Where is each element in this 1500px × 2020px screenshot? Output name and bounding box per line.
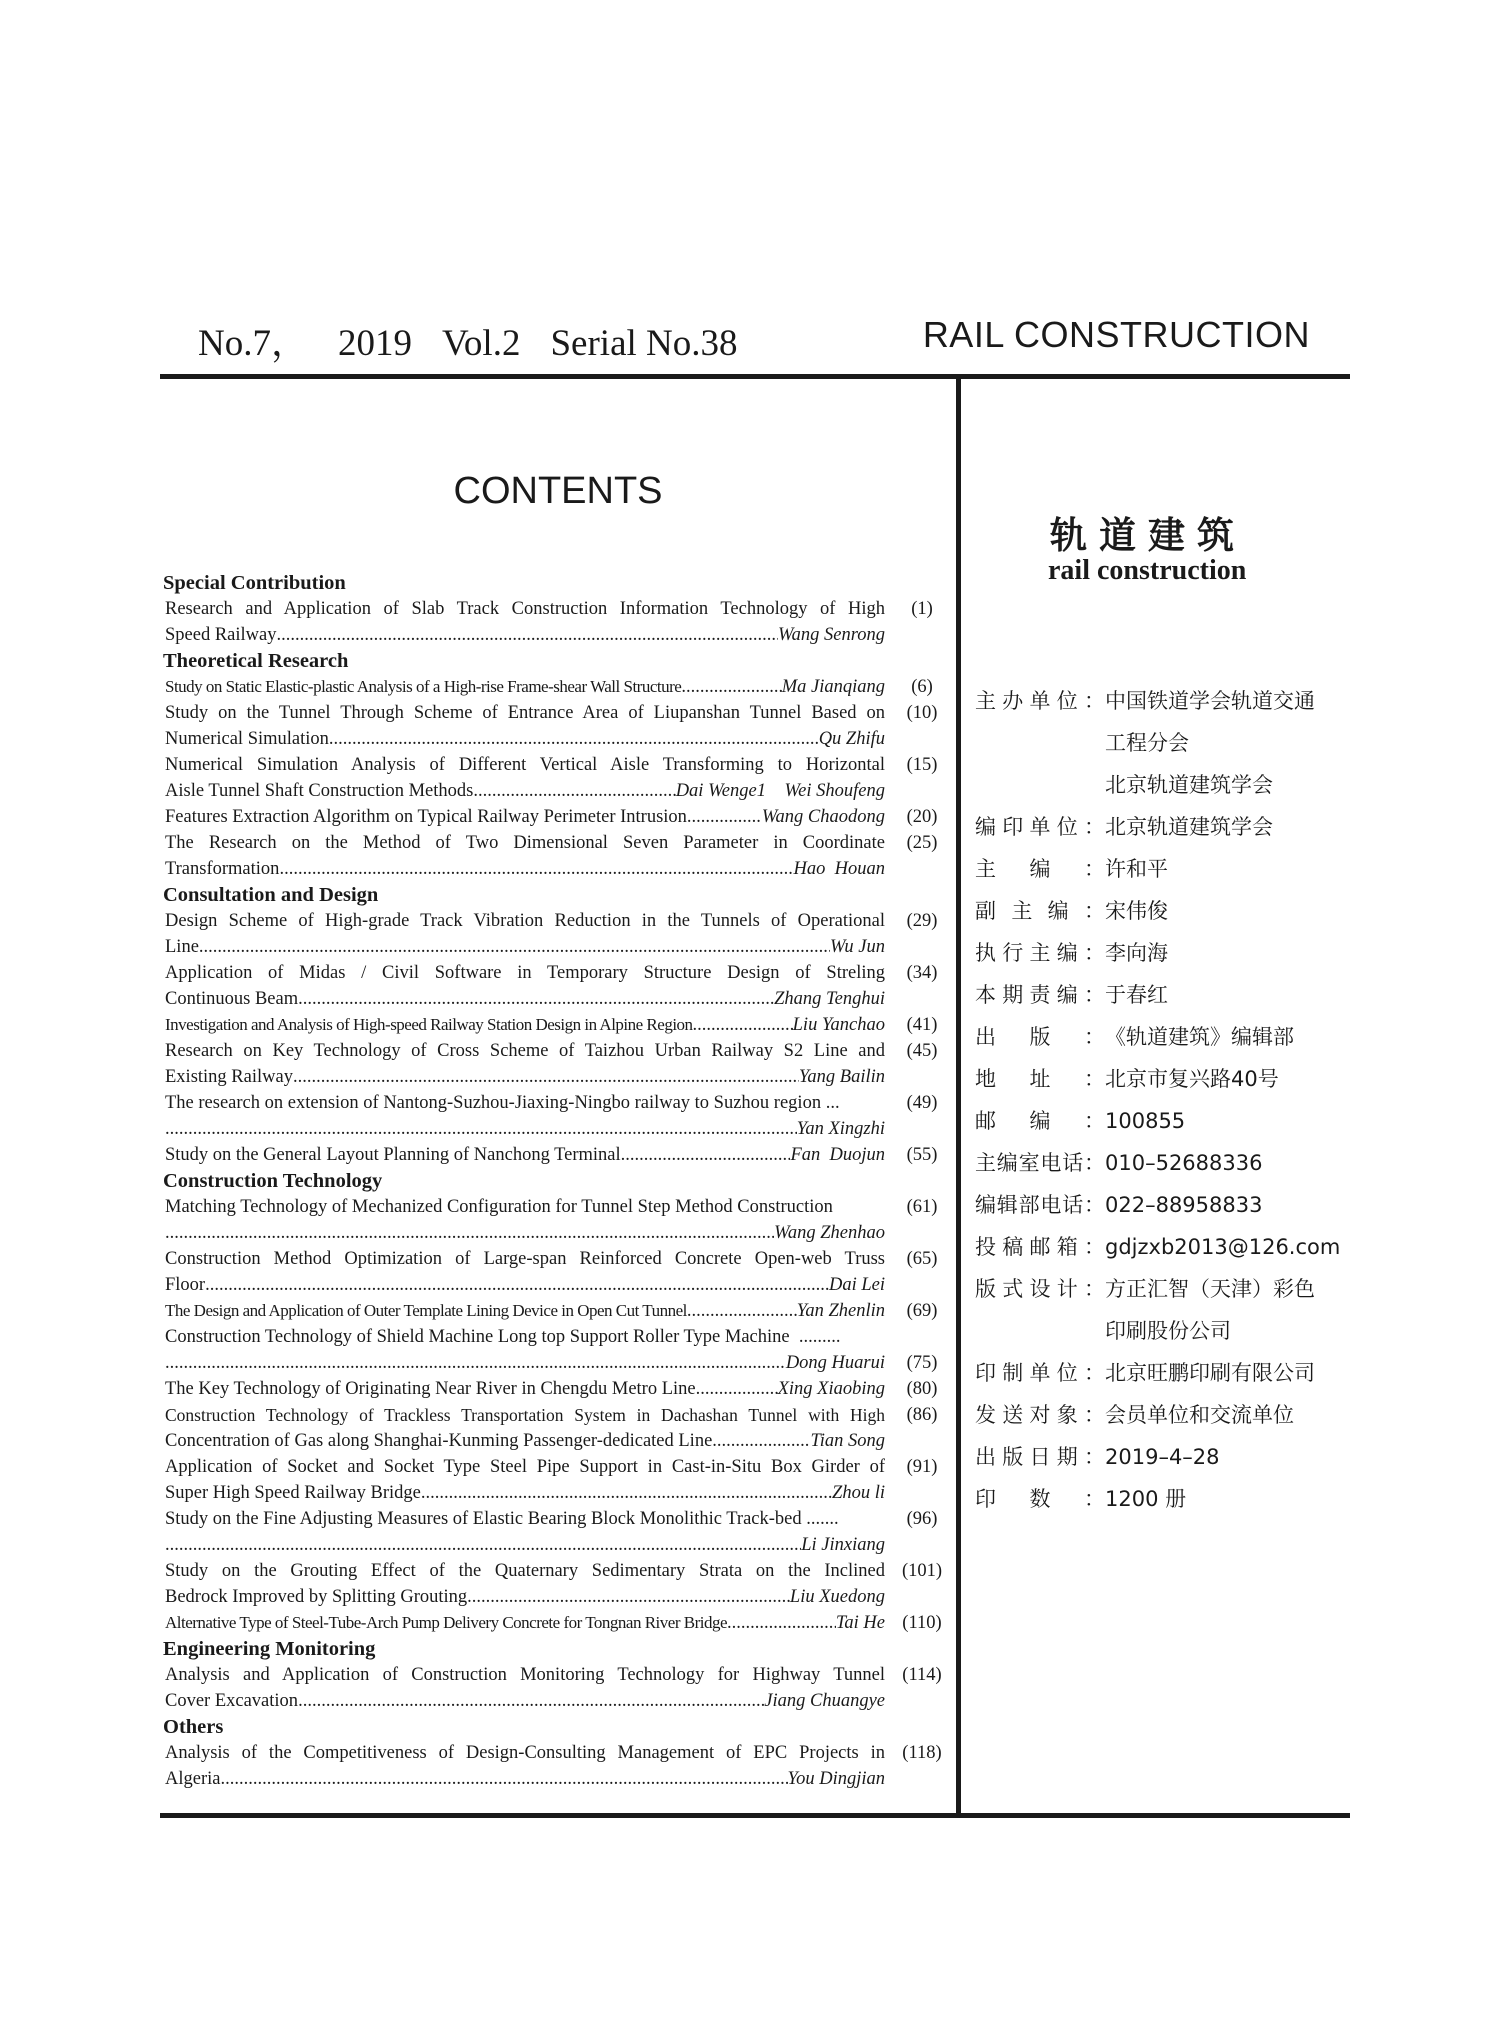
info-row-printer [975,1352,1345,1394]
toc-entry[interactable] [165,1324,938,1376]
info-value: 工程分会 [1105,731,1189,755]
entry-author: Li Jinxiang [801,1535,885,1555]
entry-title: The Key Technology of Originating Near River in Chengdu Metro Line [165,1379,696,1399]
entry-title: Investigation and Analysis of High-speed Railway Station Design in Alpine Region [165,1015,693,1034]
info-row-copies [975,1478,1345,1520]
entry-author: Yan Xingzhi [796,1119,885,1139]
entry-title: Construction Technology of Trackless Transportation System in Dachashan Tunnel with High [165,1405,885,1425]
entry-title: Numerical Simulation Analysis of Different Vertical Aisle Transforming to Horizontal [165,755,885,775]
info-label: 本 期 责 编 ： [975,983,1105,1007]
entry-title-cont: Bedrock Improved by Splitting Grouting [165,1587,468,1607]
info-value: 方正汇智（天津）彩色 [1105,1277,1315,1301]
toc-entry[interactable] [165,908,938,960]
entry-page: (41) [906,1015,938,1035]
info-row-compiler [975,806,1345,848]
info-row-chief-office-tel [975,1142,1345,1184]
entry-page: (34) [906,963,938,983]
entry-page: (86) [906,1405,938,1425]
section-title: Others [163,1716,224,1738]
issue-number: No.7， [198,323,308,364]
entry-title: The Research on the Method of Two Dimensional Seven Parameter in Coordinate [165,833,885,853]
info-label: 执 行 主 编 ： [975,941,1105,965]
entry-author: Hao Houan [793,859,885,879]
issue-year: 2019 [337,323,412,364]
colophon [975,680,1345,1520]
info-label: 地 址 ： [975,1067,1105,1091]
entry-page: (118) [902,1743,942,1763]
entry-author: Yang Bailin [798,1067,885,1087]
toc-entry[interactable] [165,752,938,804]
entry-page: (45) [906,1041,938,1061]
toc-entry[interactable] [165,1012,938,1038]
info-label: 副 主 编 ： [975,899,1105,923]
info-value: 北京市复兴路40号 [1105,1067,1279,1091]
entry-title: Analysis and Application of Construction Monitoring Technology for Highway Tunnel [165,1665,885,1685]
entry-title-cont: Algeria [165,1769,221,1789]
entry-page: (91) [906,1457,938,1477]
entry-title-cont: Continuous Beam [165,989,299,1009]
info-label: 印 数 ： [975,1487,1105,1511]
entry-title: Matching Technology of Mechanized Configuration for Tunnel Step Method Construction [165,1197,833,1217]
entry-author: Jiang Chuangye [764,1691,885,1711]
info-label: 发 送 对 象 ： [975,1403,1105,1427]
toc-entry[interactable] [165,1376,938,1402]
info-row-postcode [975,1100,1345,1142]
entry-title: The research on extension of Nantong-Suzhou-Jiaxing-Ningbo railway to Suzhou region ... [165,1093,840,1113]
info-value: 《轨道建筑》编辑部 [1105,1025,1294,1049]
info-label: 主 编 室 电 话 ： [975,1151,1105,1175]
entry-title-cont: Existing Railway [165,1067,293,1087]
entry-page: (6) [911,677,933,697]
info-value: 李向海 [1105,941,1168,965]
info-label: 版 式 设 计 ： [975,1277,1105,1301]
entry-author: Wang Zhenhao [774,1223,885,1243]
info-value: 010–52688336 [1105,1151,1263,1175]
section-title: Theoretical Research [163,650,349,672]
toc-entry[interactable] [165,1558,943,1610]
entry-page: (96) [906,1509,938,1529]
entry-title: Features Extraction Algorithm on Typical Railway Perimeter Intrusion [165,807,687,827]
entry-author: Dai Wenge1 Wei Shoufeng [675,781,885,801]
entry-title: Application of Midas / Civil Software in Temporary Structure Design of Streling [165,963,885,983]
info-row-deputy-editor [975,890,1345,932]
entry-author: Wang Chaodong [761,807,885,827]
entry-page: (10) [906,703,938,723]
toc-entry[interactable] [165,1610,942,1636]
journal-english-title: rail construction [1048,555,1247,586]
info-label: 出 版 日 期 ： [975,1445,1105,1469]
info-row-publisher [975,1016,1345,1058]
info-value: 2019–4–28 [1105,1445,1220,1469]
entry-page: (101) [902,1561,943,1581]
info-value: 会员单位和交流单位 [1105,1403,1294,1427]
section-title: Special Contribution [163,572,346,594]
entry-page: (61) [906,1197,938,1217]
entry-page: (20) [906,807,938,827]
entry-author: Tai He [835,1613,885,1633]
toc-entry[interactable] [165,1142,938,1168]
entry-title: Study on the Fine Adjusting Measures of Elastic Bearing Block Monolithic Track-bed ....... [165,1509,839,1529]
entry-title-cont: Aisle Tunnel Shaft Construction Methods [165,781,474,801]
entry-author: Zhou li [832,1483,885,1503]
info-row-design-cont [975,1310,1345,1352]
toc-entry[interactable] [165,960,938,1012]
entry-title-cont: Floor [165,1275,206,1295]
info-label: 印 制 单 位 ： [975,1361,1105,1385]
section-title: Engineering Monitoring [163,1638,376,1660]
info-label: 投 稿 邮 箱 ： [975,1235,1105,1259]
entry-author: Wu Jun [830,937,885,957]
entry-page: (65) [906,1249,938,1269]
entry-author: Dai Lei [828,1275,885,1295]
entry-author: Liu Yanchao [792,1015,885,1035]
entry-page: (110) [902,1613,942,1633]
contents-title: CONTENTS [453,470,663,512]
entry-page: (15) [906,755,938,775]
entry-author: Yan Zhenlin [796,1301,885,1321]
entry-title-cont: Concentration of Gas along Shanghai-Kunming Passenger-dedicated Line [165,1431,713,1451]
top-rule [160,374,1350,379]
info-value: 印刷股份公司 [1105,1319,1231,1343]
entry-title: Research and Application of Slab Track Construction Information Technology of High [165,599,885,619]
section-title: Construction Technology [163,1170,383,1192]
entry-title-cont: Cover Excavation [165,1691,299,1711]
entry-page: (25) [906,833,938,853]
info-label: 主 编 ： [975,857,1105,881]
entry-author: Tian Song [810,1431,885,1451]
submission-email[interactable]: gdjzxb2013@126.com [1105,1235,1341,1259]
entry-author: Zhang Tenghui [774,989,885,1009]
info-label: 出 版 ： [975,1025,1105,1049]
toc-entry[interactable] [165,1246,938,1298]
info-row-sponsor-cont [975,764,1345,806]
entry-page: (29) [906,911,938,931]
toc-entry[interactable] [165,1454,938,1506]
entry-title: Design Scheme of High-grade Track Vibration Reduction in the Tunnels of Operational [165,911,885,931]
journal-chinese-title: 轨道建筑 [1050,514,1246,557]
info-label: 邮 编 ： [975,1109,1105,1133]
issue-serial: Serial No.38 [550,323,738,364]
entry-title: Study on Static Elastic-plastic Analysis of a High-rise Frame-shear Wall Structure [165,677,682,696]
toc-entry[interactable] [165,804,938,830]
info-value: 北京轨道建筑学会 [1105,815,1273,839]
toc-entry[interactable] [165,1740,942,1792]
entry-title: The Design and Application of Outer Template Lining Device in Open Cut Tunnel [165,1301,687,1320]
entry-page: (55) [906,1145,938,1165]
info-value: 许和平 [1105,857,1168,881]
info-row-issue-editor [975,974,1345,1016]
entry-title: Construction Technology of Shield Machine Long top Support Roller Type Machine ......... [165,1327,841,1347]
toc-entry[interactable] [165,674,935,700]
info-label: 编 辑 部 电 话 ： [975,1193,1105,1217]
entry-title: Study on the General Layout Planning of Nanchong Terminal [165,1145,621,1165]
entry-title-cont: Numerical Simulation [165,729,329,749]
entry-title: Study on the Tunnel Through Scheme of Entrance Area of Liupanshan Tunnel Based on [165,703,885,723]
info-value: 宋伟俊 [1105,899,1168,923]
info-value: 100855 [1105,1109,1186,1133]
entry-author: Dong Huarui [785,1353,885,1373]
toc-entry[interactable] [165,1662,942,1714]
entry-title: Analysis of the Competitiveness of Design-Consulting Management of EPC Projects in [165,1743,885,1763]
entry-title: Application of Socket and Socket Type Steel Pipe Support in Cast-in-Situ Box Girder of [165,1457,885,1477]
section-title: Consultation and Design [163,884,379,906]
info-row-design [975,1268,1345,1310]
entry-author: Ma Jianqiang [781,677,885,697]
info-value: 1200 册 [1105,1487,1187,1511]
info-value: 于春红 [1105,983,1168,1007]
info-row-chief-editor [975,848,1345,890]
info-value: 北京旺鹏印刷有限公司 [1105,1361,1315,1385]
info-row-pub-date [975,1436,1345,1478]
info-label: 编 印 单 位 ： [975,815,1105,839]
entry-page: (69) [906,1301,938,1321]
entry-author: You Dingjian [787,1769,885,1789]
journal-name: RAIL CONSTRUCTION [922,314,1310,355]
toc-entry[interactable] [165,596,935,648]
entry-author: Qu Zhifu [818,729,885,749]
info-label: 主 办 单 位 ： [975,689,1105,713]
info-row-editorial-tel [975,1184,1345,1226]
entry-title-cont: Transformation [165,859,280,879]
info-row-executive-editor [975,932,1345,974]
info-row-address [975,1058,1345,1100]
entry-title-cont: Speed Railway [165,625,277,645]
issue-info [198,312,768,366]
toc-entry[interactable] [165,1298,938,1324]
entry-author: Wang Senrong [777,625,885,645]
entry-title-cont: Super High Speed Railway Bridge [165,1483,421,1503]
table-of-contents [163,570,943,1792]
entry-page: (49) [906,1093,938,1113]
toc-entry[interactable] [165,830,938,882]
info-value: 北京轨道建筑学会 [1105,773,1273,797]
toc-entry[interactable] [165,700,938,752]
info-row-email [975,1226,1345,1268]
info-row-sponsor [975,680,1345,722]
info-value: 022–88958833 [1105,1193,1263,1217]
info-row-distribution [975,1394,1345,1436]
entry-title: Study on the Grouting Effect of the Quaternary Sedimentary Strata on the Inclined [165,1561,885,1581]
toc-entry[interactable] [165,1090,938,1142]
toc-entry[interactable] [165,1038,938,1090]
toc-entry[interactable] [165,1402,938,1454]
entry-page: (114) [902,1665,942,1685]
toc-entry[interactable] [165,1194,938,1246]
toc-entry[interactable] [165,1506,938,1558]
info-row-sponsor-cont [975,722,1345,764]
entry-author: Xing Xiaobing [777,1379,885,1399]
issue-volume: Vol.2 [441,323,521,364]
entry-title: Alternative Type of Steel-Tube-Arch Pump Delivery Concrete for Tongnan River Bridge [165,1613,727,1632]
info-value: 中国铁道学会轨道交通 [1105,689,1315,713]
entry-author: Fan Duojun [790,1145,885,1165]
entry-author: Liu Xuedong [789,1587,885,1607]
entry-title: Research on Key Technology of Cross Scheme of Taizhou Urban Railway S2 Line and [165,1041,885,1061]
entry-title-cont: Line [165,937,199,957]
bottom-rule [160,1813,1350,1818]
entry-title: Construction Method Optimization of Large-span Reinforced Concrete Open-web Truss [165,1249,885,1269]
entry-page: (80) [906,1379,938,1399]
entry-page: (1) [911,599,933,619]
entry-page: (75) [906,1353,938,1373]
column-divider [956,376,961,1816]
